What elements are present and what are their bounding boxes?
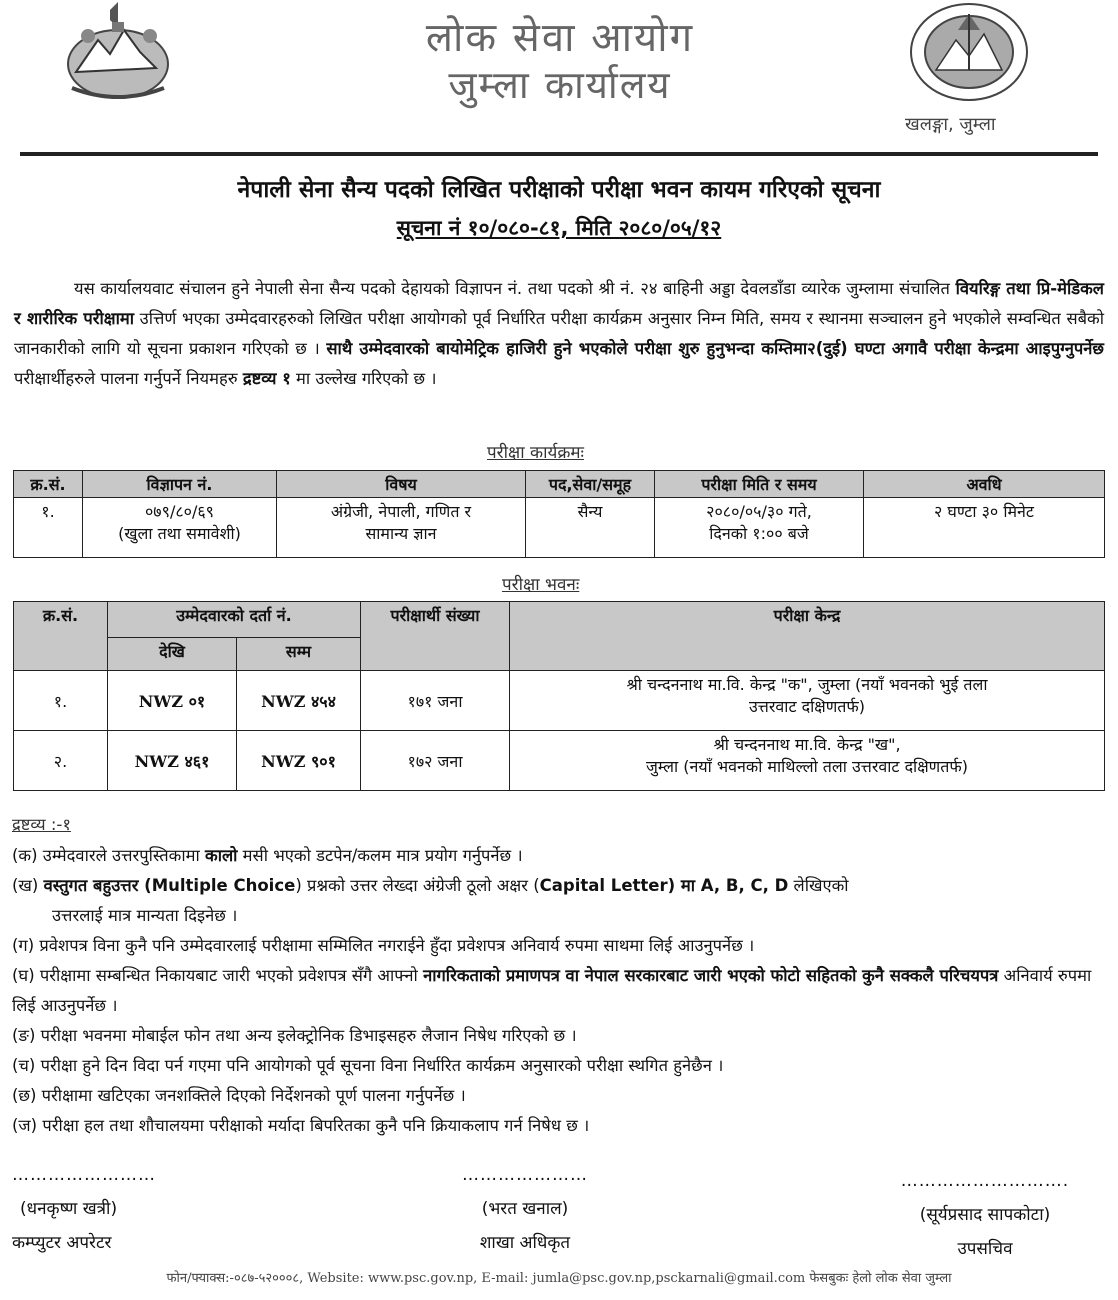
note-kha: (ख) वस्तुगत बहुउत्तर (Multiple Choice) प्रश्नको उत्तर लेख्दा अंग्रेजी ठूलो अक्षर (Capital Letter) मा A, B, C, D लेखिएको उत्तरलाई मात्र मान्यता दिइनेछ । — [12, 876, 849, 925]
schedule-heading: परीक्षा कार्यक्रमः — [487, 443, 584, 463]
notes-heading: द्रष्टव्य :-१ — [12, 815, 71, 834]
note-nga: (ङ) परीक्षा भवनमा मोबाईल फोन तथा अन्य इलेक्ट्रोनिक डिभाइसहरु लैजान निषेध गरिएको छ । — [12, 1026, 577, 1045]
signature-computer-operator: …………………… (धनकृष्ण खत्री) कम्प्युटर अपरेटर — [12, 1165, 156, 1253]
halls-heading: परीक्षा भवनः — [502, 575, 580, 595]
footer-contact: फोन/फ्याक्स:-०८७-५२०००८, Website: www.psc.gov.np, E-mail: jumla@psc.gov.np,psckarnali@gmail.com फेसबुकः हेलो लोक सेवा जुम्ला — [166, 1271, 952, 1286]
note-ga: (ग) प्रवेशपत्र विना कुनै पनि उम्मेदवारलाई परीक्षामा सम्मिलित नगराईने हुँदा प्रवेशपत्र अनिवार्य रुपमा साथमा लिई आउनुपर्नेछ । — [12, 936, 755, 955]
signature-under-secretary: ………………………. (सूर्यप्रसाद सापकोटा) उपसचिव — [900, 1171, 1070, 1259]
header-rule — [20, 152, 1098, 156]
halls-table: क्र.सं. उम्मेदवारको दर्ता नं. परीक्षार्थी संख्या परीक्षा केन्द्र देखि सम्म १. NWZ ०१ NWZ ४५४ १७१ जना श्री चन्दननाथ मा.वि. केन्द्र "क", जुम्ला (नयाँ भवनको भुई तला उत्तरवाट दक्षिणतर्फ) २. NWZ ४६१ NWZ ९०१ १७२ जना श्री चन्दननाथ मा.वि. केन्द्र "ख", जुम्ला (नयाँ भवनको माथिल्लो तला उत्तरवाट दक्षिणतर्फ) — [13, 601, 1105, 791]
note-ja: (ज) परीक्षा हल तथा शौचालयमा परीक्षाको मर्यादा बिपरितका कुनै पनि क्रियाकलाप गर्न निषेध छ । — [12, 1116, 590, 1135]
psc-seal-icon — [906, 0, 1032, 104]
schedule-table — [13, 470, 1105, 558]
signature-section-officer: ………………… (भरत खनाल) शाखा अधिकृत — [462, 1165, 588, 1253]
place-name: खलङ्गा, जुम्ला — [905, 114, 996, 135]
table-row: १. NWZ ०१ NWZ ४५४ १७१ जना श्री चन्दननाथ मा.वि. केन्द्र "क", जुम्ला (नयाँ भवनको भुई तला उत्तरवाट दक्षिणतर्फ) — [14, 671, 1105, 731]
table-row: २. NWZ ४६१ NWZ ९०१ १७२ जना श्री चन्दननाथ मा.वि. केन्द्र "ख", जुम्ला (नयाँ भवनको माथिल्लो तला उत्तरवाट दक्षिणतर्फ) — [14, 731, 1105, 791]
note-cha: (च) परीक्षा हुने दिन विदा पर्न गएमा पनि आयोगको पूर्व सूचना विना निर्धारित कार्यक्रम अनुसारको परीक्षा स्थगित हुनेछैन । — [12, 1056, 724, 1075]
note-chha: (छ) परीक्षामा खटिएका जनशक्तिले दिएको निर्देशनको पूर्ण पालना गर्नुपर्नेछ । — [12, 1086, 466, 1105]
notice-number: सूचना नं १०/०८०-८१, मिति २०८०/०५/१२ — [396, 216, 722, 240]
notice-title: नेपाली सेना सैन्य पदको लिखित परीक्षाको परीक्षा भवन कायम गरिएको सूचना — [237, 177, 881, 203]
table-header-row: क्र.सं. उम्मेदवारको दर्ता नं. परीक्षार्थी संख्या परीक्षा केन्द्र — [14, 602, 1105, 638]
nepal-emblem-icon — [58, 2, 178, 106]
note-gha: (घ) परीक्षामा सम्बन्धित निकायबाट जारी भएको प्रवेशपत्र सँगै आफ्नो नागरिकताको प्रमाणपत्र वा नेपाल सरकारबाट जारी भएको फोटो सहितको कुनै सक्कलै परिचयपत्र अनिवार्य रुपमा लिई आउनुपर्नेछ । — [12, 966, 1092, 1015]
office-name: जुम्ला कार्यालय — [448, 63, 672, 107]
letterhead — [0, 0, 1118, 160]
notes-section — [12, 812, 1108, 1141]
org-name: लोक सेवा आयोग — [425, 15, 695, 61]
table-row: १. ०७९/८०/६९ (खुला तथा समावेशी) अंग्रेजी, नेपाली, गणित र सामान्य ज्ञान सैन्य २०८०/०५/३० गते, दिनको १:०० बजे २ घण्टा ३० मिनेट — [14, 498, 1105, 558]
note-ka: (क) उम्मेदवारले उत्तरपुस्तिकामा कालो मसी भएको डटपेन/कलम मात्र प्रयोग गर्नुपर्नेछ । — [12, 846, 523, 865]
notice-paragraph: यस कार्यालयवाट संचालन हुने नेपाली सेना सैन्य पदको देहायको विज्ञापन नं. तथा पदको श्री नं. २४ बाहिनी अड्डा देवलडाँडा व्यारेक जुम्लामा संचालित वियरिङ्ग तथा प्रि-मेडिकल र शारीरिक परीक्षामा उत्तिर्ण भएका उम्मेदवारहरुको लिखित परीक्षा आयोगको पूर्व निर्धारित परीक्षा कार्यक्रम अनुसार निम्न मिति, समय र स्थानमा सञ्चालन हुने भएकोले सम्वन्धित सबैको जानकारीको लागि यो सूचना प्रकाशन गरिएको छ । साथै उम्मेदवारको बायोमेट्रिक हाजिरी हुने भएकोले परीक्षा शुरु हुनुभन्दा कम्तिमा२(दुई) घण्टा अगावै परीक्षा केन्द्रमा आइपुग्नुपर्नेछ परीक्षार्थीहरुले पालना गर्नुपर्ने नियमहरु द्रष्टव्य १ मा उल्लेख गरिएको छ । — [14, 279, 1105, 388]
table-header-row: क्र.सं. विज्ञापन नं. विषय पद,सेवा/समूह परीक्षा मिति र समय अवधि — [14, 471, 1105, 498]
